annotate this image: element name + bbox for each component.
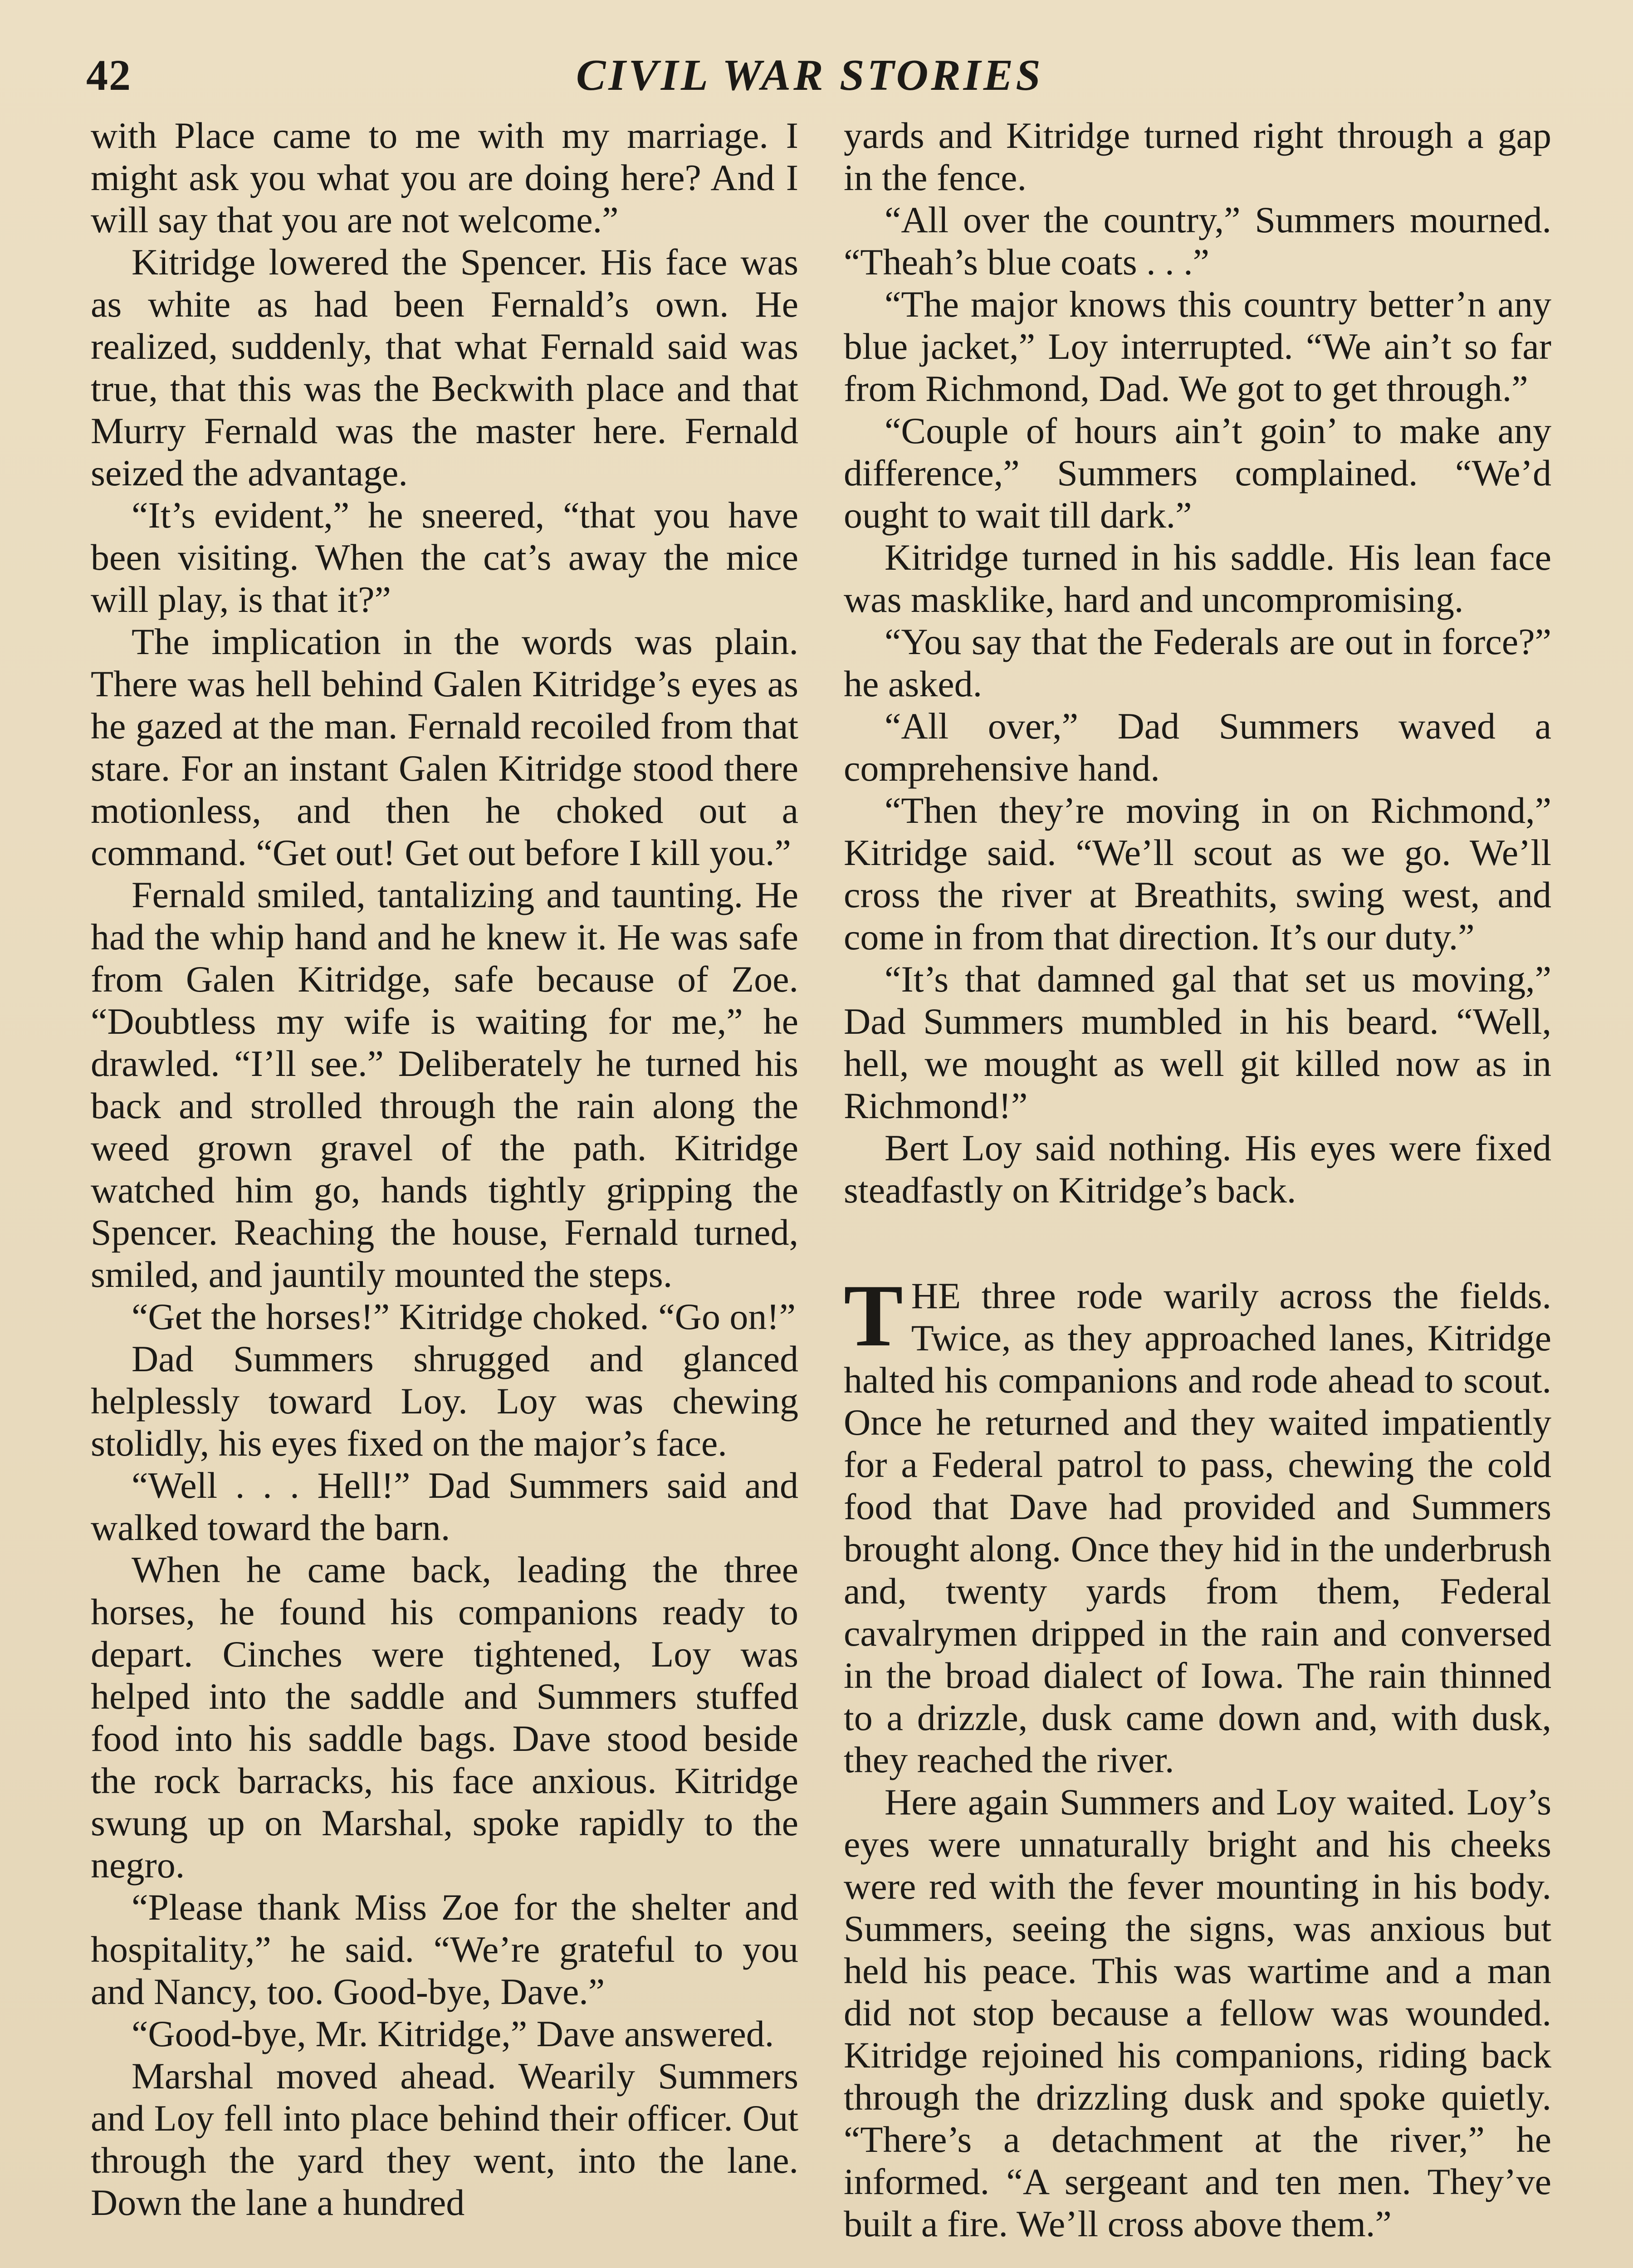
right-column [844,114,1551,2245]
paragraph: with Place came to me with my marriage. I might ask you what you are doing here? And I will say that you are not welcome.” [91,115,798,240]
paragraph: “It’s evident,” he sneered, “that you have been visiting. When the cat’s away the mice will play, is that it?” [91,494,798,620]
paragraph: Kitridge lowered the Spencer. His face was as white as had been Fernald’s own. He realized, suddenly, that what Fernald said was true, that this was the Beckwith place and that Murry Fernald was the master here. Fernald seized the advantage. [91,241,798,494]
page-header [86,50,1547,109]
paragraph: “Then they’re moving in on Richmond,” Kitridge said. “We’ll scout as we go. We’ll cross the river at Breathits, swing west, and come in from that direction. It’s our duty.” [844,790,1551,958]
running-title: CIVIL WAR STORIES [576,51,1043,100]
paragraph: “It’s that damned gal that set us moving,” Dad Summers mumbled in his beard. “Well, hell, we mought as well git killed now as in Richmond!” [844,958,1551,1126]
paragraph: yards and Kitridge turned right through a gap in the fence. [844,115,1551,198]
paragraph: The implication in the words was plain. There was hell behind Galen Kitridge’s eyes as he gazed at the man. Fernald recoiled from that stare. For an instant Galen Kitridge stood there motionless, and then he choked out a command. “Get out! Get out before I kill you.” [91,621,798,873]
paragraph: “All over the country,” Summers mourned. “Theah’s blue coats . . .” [844,199,1551,283]
paragraph: Fernald smiled, tantalizing and taunting. He had the whip hand and he knew it. He was safe from Galen Kitridge, safe because of Zoe. “Doubtless my wife is waiting for me,” he drawled. “I’ll see.” Deliberately he turned his back and strolled through the rain along the weed grown gravel of the path. Kitridge watched him go, hands tightly gripping the Spencer. Reaching the house, Fernald turned, smiled, and jauntily mounted the steps. [91,874,798,1295]
paragraph: “You say that the Federals are out in force?” he asked. [844,621,1551,704]
paragraph: “All over,” Dad Summers waved a comprehensive hand. [844,705,1551,789]
paragraph: “The major knows this country better’n any blue jacket,” Loy interrupted. “We ain’t so far from Richmond, Dad. We got to get through.” [844,284,1551,409]
section-opening-text: HE three rode warily across the fields. Twice, as they approached lanes, Kitridge halted his companions and rode ahead to scout. Once he returned and they waited impatiently for a Federal patrol to pass, chewing the cold food that Dave had provided and Summers brought along. Once they hid in the underbrush and, twenty yards from them, Federal cavalrymen dripped in the rain and conversed in the broad dialect of Iowa. The rain thinned to a drizzle, dusk came down and, with dusk, they reached the river. [844,1275,1551,1780]
paragraph: When he came back, leading the three horses, he found his companions ready to depart. Cinches were tightened, Loy was helped into the saddle and Summers stuffed food into his saddle bags. Dave stood beside the rock barracks, his face anxious. Kitridge swung up on Marshal, spoke rapidly to the negro. [91,1549,798,1886]
paragraph: “Please thank Miss Zoe for the shelter and hospitality,” he said. “We’re grateful to you and Nancy, too. Good-bye, Dave.” [91,1887,798,2012]
paragraph: Kitridge turned in his saddle. His lean face was masklike, hard and uncompromising. [844,537,1551,620]
paragraph: “Get the horses!” Kitridge choked. “Go on!” [132,1296,796,1337]
drop-cap: T [844,1266,903,1365]
paragraph: “Couple of hours ain’t goin’ to make any difference,” Summers complained. “We’d ought to wait till dark.” [844,410,1551,536]
paragraph: Bert Loy said nothing. His eyes were fixed steadfastly on Kitridge’s back. [844,1127,1551,1211]
page-number: 42 [86,51,132,99]
paragraph: Marshal moved ahead. Wearily Summers and Loy fell into place behind their officer. Out through the yard they went, into the lane. Down the lane a hundred [91,2055,798,2223]
paragraph: “Well . . . Hell!” Dad Summers said and walked toward the barn. [91,1465,798,1548]
section-opening-paragraph [844,1266,1551,1781]
left-column [91,114,798,2224]
paragraph: Here again Summers and Loy waited. Loy’s eyes were unnaturally bright and his cheeks were red with the fever mounting in his body. Summers, seeing the signs, was anxious but held his peace. This was wartime and a man did not stop because a fellow was wounded. Kitridge rejoined his companions, riding back through the drizzling dusk and spoke quietly. “There’s a detachment at the river,” he informed. “A sergeant and ten men. They’ve built a fire. We’ll cross above them.” [844,1781,1551,2244]
paragraph: “Good-bye, Mr. Kitridge,” Dave answered. [132,2013,774,2054]
paragraph: Dad Summers shrugged and glanced helplessly toward Loy. Loy was chewing stolidly, his eyes fixed on the major’s face. [91,1338,798,1464]
